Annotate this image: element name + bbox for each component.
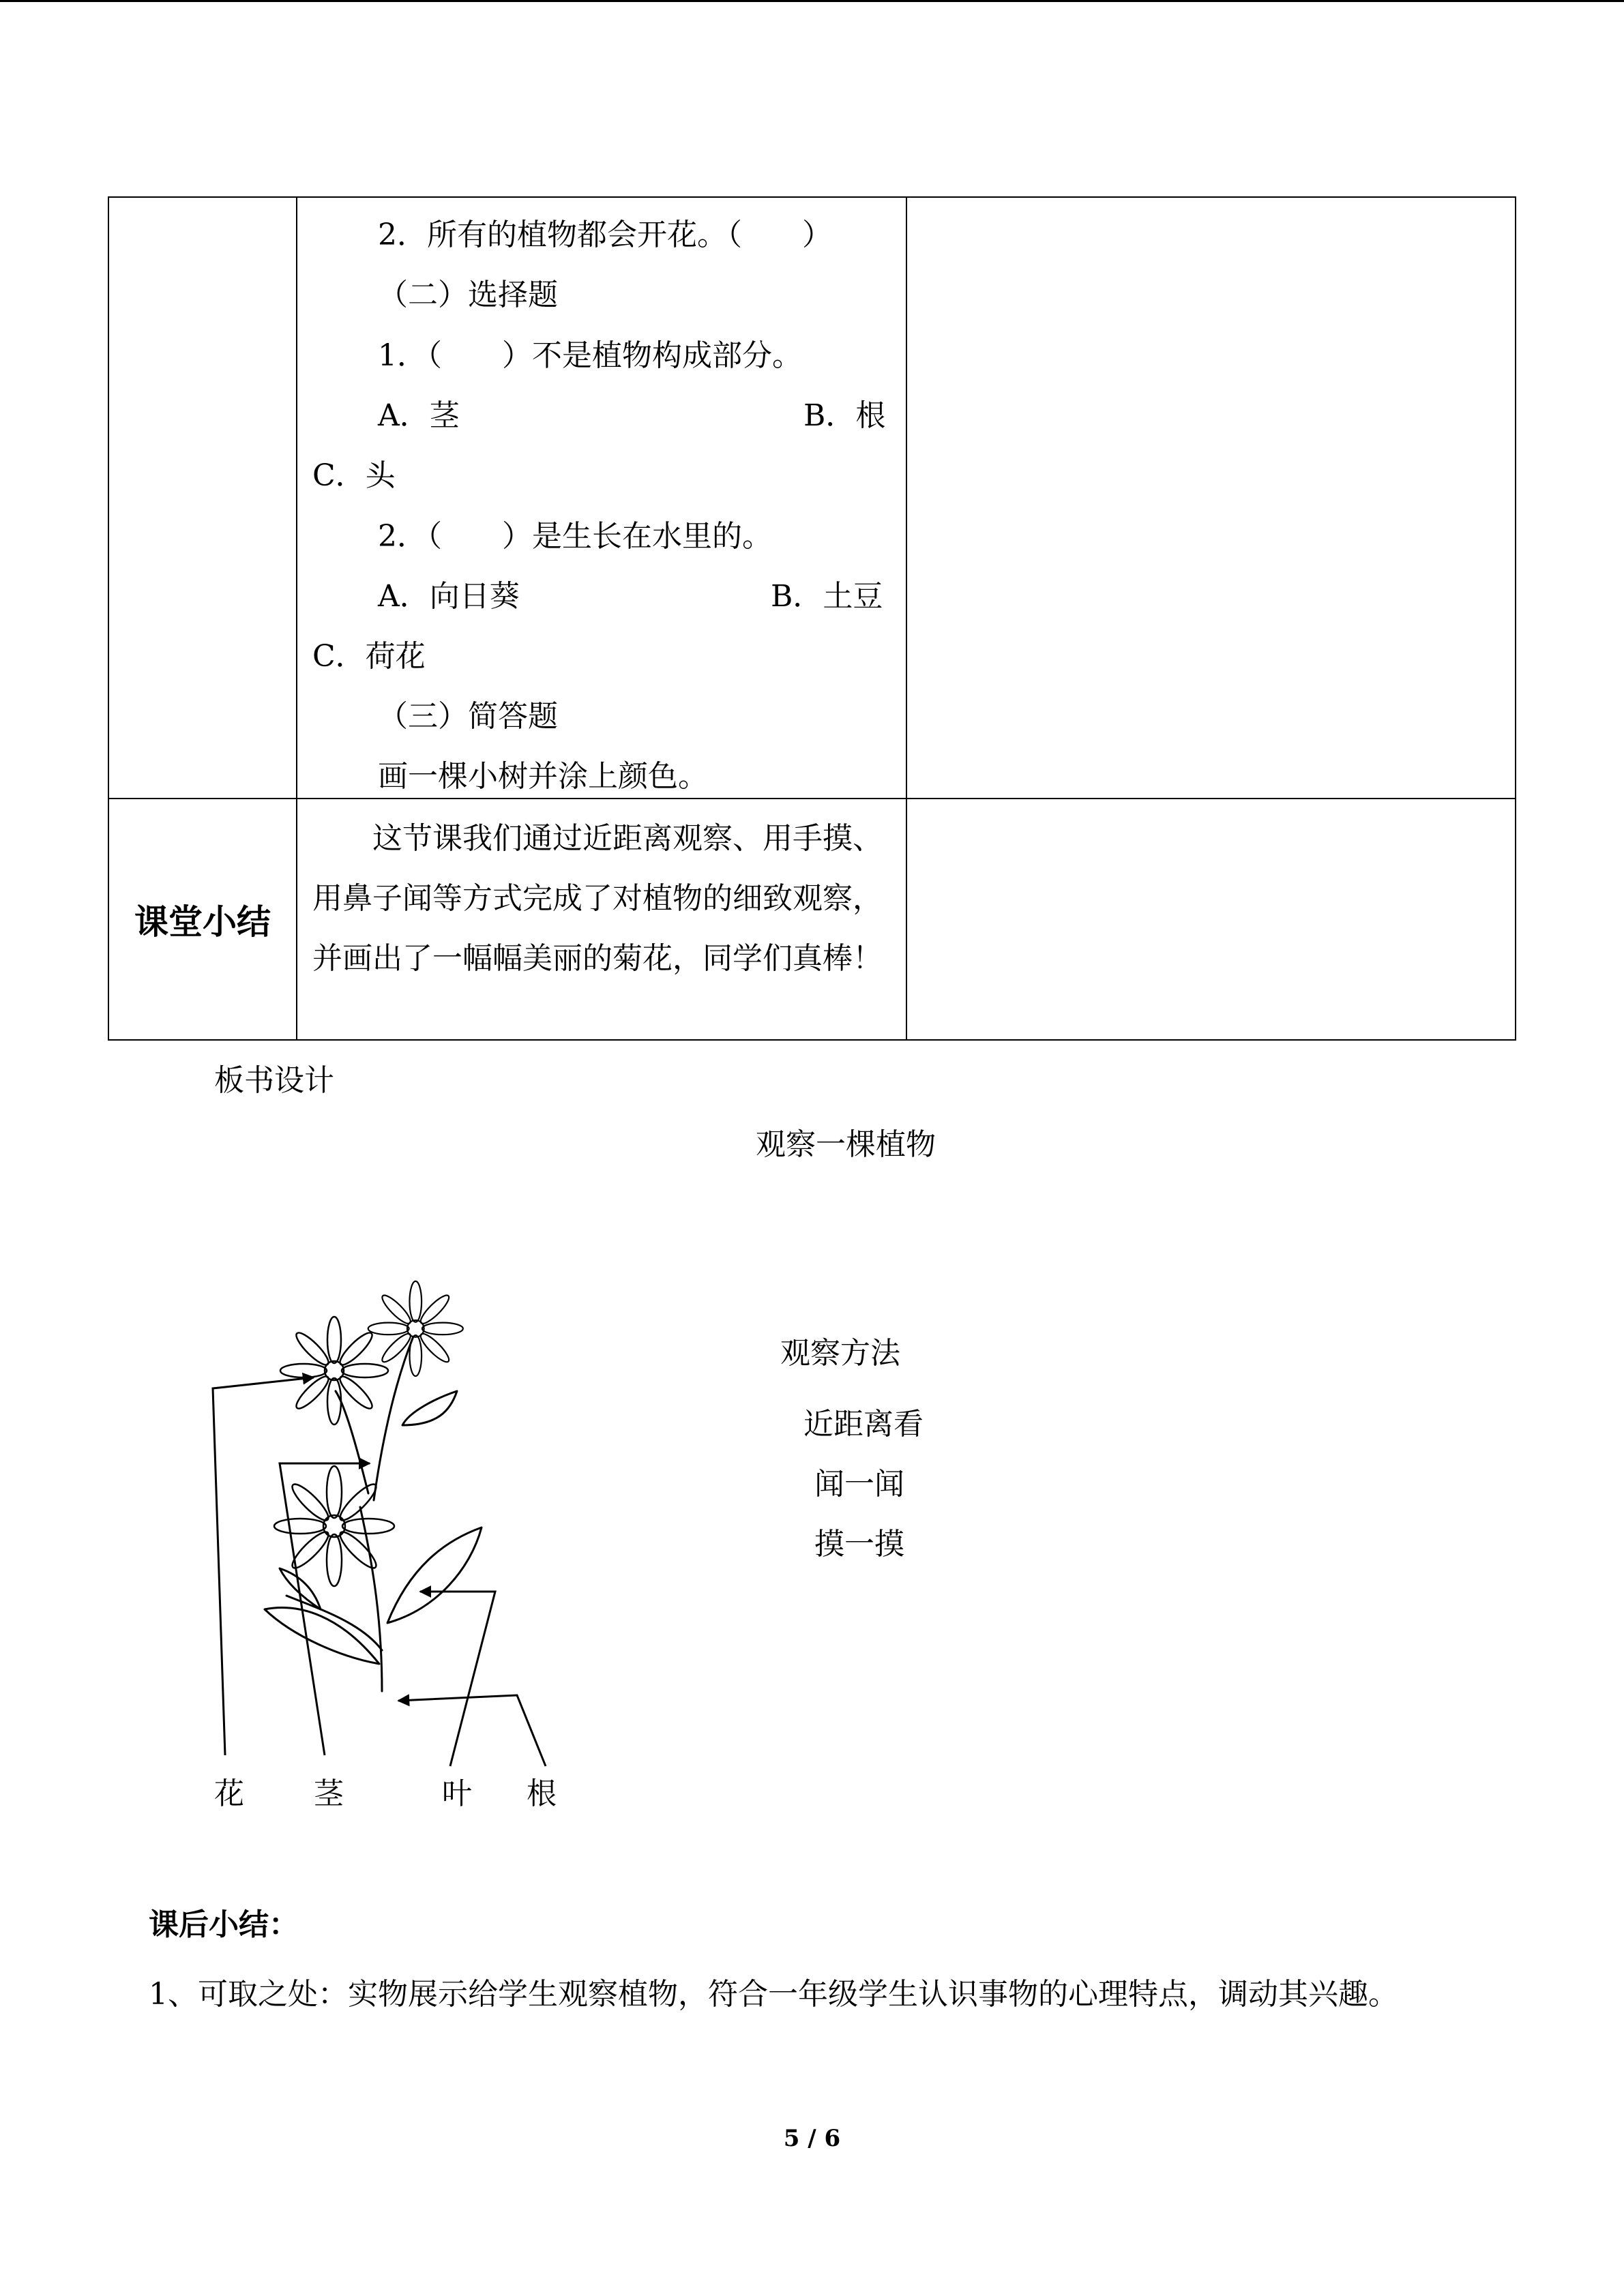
summary-row-label: 课堂小结 xyxy=(134,902,271,942)
leaf-left-2 xyxy=(280,1568,321,1609)
choice-1-option-a: A．茎 xyxy=(378,398,460,433)
methods-title: 观察方法 xyxy=(780,1336,900,1371)
leaf-right xyxy=(387,1527,482,1623)
question-tf-2: 2．所有的植物都会开花。（ ） xyxy=(378,218,832,252)
choice-2-option-c: C．荷花 xyxy=(312,639,426,674)
pointer-root xyxy=(398,1695,546,1766)
pointer-leaf xyxy=(420,1592,495,1766)
plant-label-leaf: 叶 xyxy=(442,1776,472,1811)
flower-left xyxy=(280,1317,388,1425)
plant-label-root: 根 xyxy=(527,1776,557,1811)
plant-label-flower: 花 xyxy=(214,1776,244,1811)
reflection-title: 课后小结： xyxy=(149,1907,299,1942)
choice-1-option-c: C．头 xyxy=(312,458,396,493)
choice-2-option-b: B．土豆 xyxy=(771,579,883,614)
board-title: 观察一棵植物 xyxy=(756,1127,936,1162)
flower-top-right xyxy=(368,1281,463,1376)
method-look-closely: 近距离看 xyxy=(803,1407,924,1442)
board-design-heading: 板书设计 xyxy=(214,1063,334,1098)
question-choice-1: 1．（ ）不是植物构成部分。 xyxy=(378,338,802,373)
section-short-answer-heading: （三）简答题 xyxy=(378,699,558,734)
method-smell: 闻一闻 xyxy=(814,1467,904,1502)
plant-label-stem: 茎 xyxy=(314,1776,344,1811)
reflection-item-1: 1、可取之处：实物展示给学生观察植物，符合一年级学生认识事物的心理特点，调动其兴趣。 xyxy=(149,1977,1398,2012)
choice-2-option-a: A．向日葵 xyxy=(378,579,520,614)
page-number: 5 / 6 xyxy=(783,2125,841,2152)
summary-text: 这节课我们通过近距离观察、用手摸、用鼻子闻等方式完成了对植物的细致观察，并画出了一幅幅美丽的菊花，同学们真棒！ xyxy=(312,821,883,976)
leaf-upper xyxy=(402,1391,457,1425)
question-short-answer: 画一棵小树并涂上颜色。 xyxy=(378,759,708,794)
leaf-left xyxy=(265,1608,379,1664)
method-touch: 摸一摸 xyxy=(814,1527,904,1562)
question-choice-2: 2．（ ）是生长在水里的。 xyxy=(378,519,772,554)
choice-1-option-b: B．根 xyxy=(803,398,886,433)
section-choice-heading: （二）选择题 xyxy=(378,278,558,312)
